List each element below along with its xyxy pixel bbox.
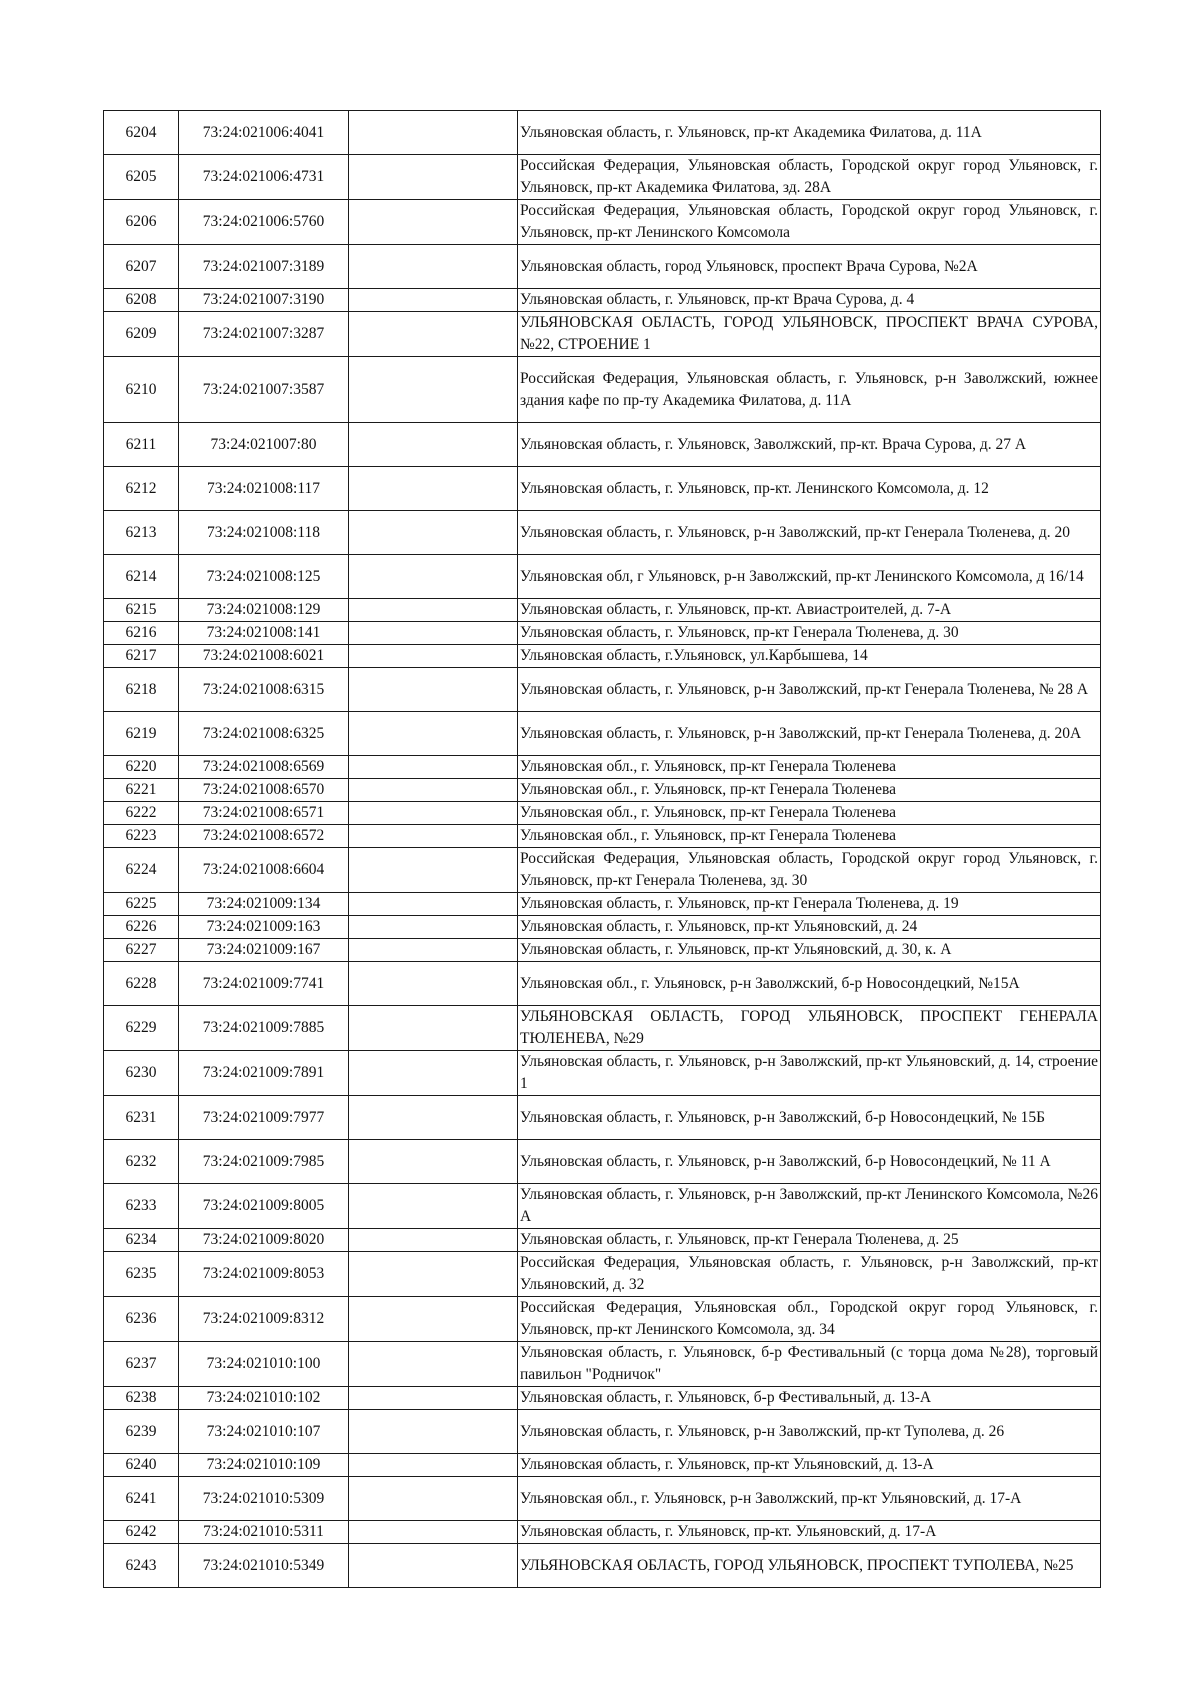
cadastral-number-cell: 73:24:021006:5760 <box>179 200 349 245</box>
empty-cell <box>349 312 518 357</box>
address-cell: Ульяновская область, г. Ульяновск, б-р Фестивальный (с торца дома №28), торговый павильон "Родничок" <box>518 1342 1101 1387</box>
empty-cell <box>349 511 518 555</box>
row-number-cell: 6228 <box>104 962 179 1006</box>
cadastral-number-cell: 73:24:021006:4731 <box>179 155 349 200</box>
row-number-cell: 6218 <box>104 668 179 712</box>
cadastral-number-cell: 73:24:021008:118 <box>179 511 349 555</box>
cadastral-number-cell: 73:24:021008:141 <box>179 622 349 645</box>
cadastral-number-cell: 73:24:021010:5309 <box>179 1477 349 1521</box>
address-cell: Ульяновская область, г. Ульяновск, р-н Заволжский, пр-кт Ленинского Комсомола, №26 А <box>518 1184 1101 1229</box>
cadastral-number-cell: 73:24:021009:8312 <box>179 1297 349 1342</box>
cadastral-number-cell: 73:24:021006:4041 <box>179 111 349 155</box>
row-number-cell: 6233 <box>104 1184 179 1229</box>
row-number-cell: 6221 <box>104 779 179 802</box>
cadastral-number-cell: 73:24:021008:6315 <box>179 668 349 712</box>
cadastral-number-cell: 73:24:021008:6325 <box>179 712 349 756</box>
address-cell: УЛЬЯНОВСКАЯ ОБЛАСТЬ, ГОРОД УЛЬЯНОВСК, ПРОСПЕКТ ТУПОЛЕВА, №25 <box>518 1544 1101 1588</box>
table-row <box>104 1051 1101 1096</box>
cadastral-number-cell: 73:24:021010:102 <box>179 1387 349 1410</box>
cadastral-number-cell: 73:24:021008:117 <box>179 467 349 511</box>
row-number-cell: 6210 <box>104 357 179 423</box>
address-cell: Российская Федерация, Ульяновская область, Городской округ город Ульяновск, г. Ульяновск, пр-кт Ленинского Комсомола <box>518 200 1101 245</box>
empty-cell <box>349 423 518 467</box>
row-number-cell: 6241 <box>104 1477 179 1521</box>
cadastral-number-cell: 73:24:021008:6021 <box>179 645 349 668</box>
address-cell: Ульяновская обл., г. Ульяновск, пр-кт Генерала Тюленева <box>518 802 1101 825</box>
table-row <box>104 1387 1101 1410</box>
row-number-cell: 6229 <box>104 1006 179 1051</box>
row-number-cell: 6219 <box>104 712 179 756</box>
empty-cell <box>349 1454 518 1477</box>
empty-cell <box>349 825 518 848</box>
row-number-cell: 6215 <box>104 599 179 622</box>
cadastral-number-cell: 73:24:021010:107 <box>179 1410 349 1454</box>
empty-cell <box>349 1006 518 1051</box>
cadastral-number-cell: 73:24:021008:125 <box>179 555 349 599</box>
address-cell: Ульяновская область, г. Ульяновск, пр-кт Ульяновский, д. 24 <box>518 916 1101 939</box>
row-number-cell: 6204 <box>104 111 179 155</box>
table-row <box>104 555 1101 599</box>
address-cell: Ульяновская область, г. Ульяновск, р-н Заволжский, б-р Новосондецкий, № 11 А <box>518 1140 1101 1184</box>
table-row <box>104 599 1101 622</box>
table-row <box>104 1342 1101 1387</box>
table-row <box>104 1544 1101 1588</box>
address-cell: Ульяновская область, г. Ульяновск, р-н Заволжский, пр-кт Туполева, д. 26 <box>518 1410 1101 1454</box>
cadastral-number-cell: 73:24:021007:80 <box>179 423 349 467</box>
table-row <box>104 1410 1101 1454</box>
cadastral-number-cell: 73:24:021009:167 <box>179 939 349 962</box>
table-row <box>104 155 1101 200</box>
address-cell: УЛЬЯНОВСКАЯ ОБЛАСТЬ, ГОРОД УЛЬЯНОВСК, ПРОСПЕКТ ВРАЧА СУРОВА, №22, СТРОЕНИЕ 1 <box>518 312 1101 357</box>
table-row <box>104 645 1101 668</box>
empty-cell <box>349 467 518 511</box>
row-number-cell: 6239 <box>104 1410 179 1454</box>
row-number-cell: 6235 <box>104 1252 179 1297</box>
address-cell: Ульяновская обл., г. Ульяновск, р-н Заволжский, пр-кт Ульяновский, д. 17-А <box>518 1477 1101 1521</box>
table-row <box>104 289 1101 312</box>
empty-cell <box>349 916 518 939</box>
empty-cell <box>349 645 518 668</box>
cadastral-number-cell: 73:24:021009:8053 <box>179 1252 349 1297</box>
address-cell: Ульяновская область, город Ульяновск, проспект Врача Сурова, №2А <box>518 245 1101 289</box>
address-cell: Ульяновская обл., г. Ульяновск, пр-кт Генерала Тюленева <box>518 779 1101 802</box>
table-row <box>104 622 1101 645</box>
cadastral-number-cell: 73:24:021007:3190 <box>179 289 349 312</box>
empty-cell <box>349 1051 518 1096</box>
address-cell: Российская Федерация, Ульяновская область, г. Ульяновск, р-н Заволжский, пр-кт Ульяновский, д. 32 <box>518 1252 1101 1297</box>
row-number-cell: 6232 <box>104 1140 179 1184</box>
address-cell: Ульяновская обл, г Ульяновск, р-н Заволжский, пр-кт Ленинского Комсомола, д 16/14 <box>518 555 1101 599</box>
table-row <box>104 756 1101 779</box>
cadastral-number-cell: 73:24:021009:7885 <box>179 1006 349 1051</box>
address-cell: Ульяновская область, г. Ульяновск, Заволжский, пр-кт. Врача Сурова, д. 27 А <box>518 423 1101 467</box>
row-number-cell: 6208 <box>104 289 179 312</box>
table-row <box>104 916 1101 939</box>
table-row <box>104 779 1101 802</box>
cadastral-number-cell: 73:24:021009:7891 <box>179 1051 349 1096</box>
address-cell: Российская Федерация, Ульяновская область, г. Ульяновск, р-н Заволжский, южнее здания кафе по пр-ту Академика Филатова, д. 11А <box>518 357 1101 423</box>
table-row <box>104 1521 1101 1544</box>
empty-cell <box>349 1140 518 1184</box>
table-row <box>104 111 1101 155</box>
address-cell: Российская Федерация, Ульяновская область, Городской округ город Ульяновск, г. Ульяновск, пр-кт Академика Филатова, зд. 28А <box>518 155 1101 200</box>
row-number-cell: 6242 <box>104 1521 179 1544</box>
empty-cell <box>349 622 518 645</box>
empty-cell <box>349 1184 518 1229</box>
row-number-cell: 6214 <box>104 555 179 599</box>
table-row <box>104 467 1101 511</box>
row-number-cell: 6223 <box>104 825 179 848</box>
row-number-cell: 6243 <box>104 1544 179 1588</box>
table-row <box>104 893 1101 916</box>
empty-cell <box>349 779 518 802</box>
table-row <box>104 668 1101 712</box>
table-row <box>104 1297 1101 1342</box>
table-row <box>104 200 1101 245</box>
address-cell: Ульяновская область, г.Ульяновск, ул.Карбышева, 14 <box>518 645 1101 668</box>
address-cell: Ульяновская обл., г. Ульяновск, пр-кт Генерала Тюленева <box>518 825 1101 848</box>
table-row <box>104 357 1101 423</box>
row-number-cell: 6227 <box>104 939 179 962</box>
empty-cell <box>349 555 518 599</box>
address-cell: Ульяновская область, г. Ульяновск, б-р Фестивальный, д. 13-А <box>518 1387 1101 1410</box>
row-number-cell: 6225 <box>104 893 179 916</box>
table-row <box>104 962 1101 1006</box>
cadastral-number-cell: 73:24:021009:7977 <box>179 1096 349 1140</box>
row-number-cell: 6212 <box>104 467 179 511</box>
table-row <box>104 848 1101 893</box>
cadastral-number-cell: 73:24:021007:3287 <box>179 312 349 357</box>
empty-cell <box>349 1544 518 1588</box>
address-cell: Ульяновская область, г. Ульяновск, р-н Заволжский, пр-кт Ульяновский, д. 14, строение 1 <box>518 1051 1101 1096</box>
empty-cell <box>349 155 518 200</box>
table-row <box>104 802 1101 825</box>
cadastral-number-cell: 73:24:021010:5349 <box>179 1544 349 1588</box>
table-row <box>104 1477 1101 1521</box>
empty-cell <box>349 1229 518 1252</box>
empty-cell <box>349 668 518 712</box>
empty-cell <box>349 289 518 312</box>
table-row <box>104 1006 1101 1051</box>
registry-table-body <box>104 111 1101 1588</box>
address-cell: Ульяновская область, г. Ульяновск, пр-кт. Ленинского Комсомола, д. 12 <box>518 467 1101 511</box>
table-row <box>104 1229 1101 1252</box>
row-number-cell: 6230 <box>104 1051 179 1096</box>
empty-cell <box>349 802 518 825</box>
empty-cell <box>349 939 518 962</box>
row-number-cell: 6234 <box>104 1229 179 1252</box>
row-number-cell: 6222 <box>104 802 179 825</box>
address-cell: Ульяновская область, г. Ульяновск, р-н Заволжский, пр-кт Генерала Тюленева, № 28 А <box>518 668 1101 712</box>
empty-cell <box>349 1387 518 1410</box>
row-number-cell: 6236 <box>104 1297 179 1342</box>
cadastral-number-cell: 73:24:021009:8020 <box>179 1229 349 1252</box>
address-cell: Ульяновская обл., г. Ульяновск, пр-кт Генерала Тюленева <box>518 756 1101 779</box>
empty-cell <box>349 1410 518 1454</box>
row-number-cell: 6226 <box>104 916 179 939</box>
document-page <box>103 110 1100 1588</box>
table-row <box>104 1252 1101 1297</box>
cadastral-number-cell: 73:24:021008:6569 <box>179 756 349 779</box>
address-cell: Российская Федерация, Ульяновская область, Городской округ город Ульяновск, г. Ульяновск, пр-кт Генерала Тюленева, зд. 30 <box>518 848 1101 893</box>
cadastral-number-cell: 73:24:021007:3587 <box>179 357 349 423</box>
empty-cell <box>349 712 518 756</box>
table-row <box>104 423 1101 467</box>
address-cell: Ульяновская область, г. Ульяновск, пр-кт Генерала Тюленева, д. 30 <box>518 622 1101 645</box>
row-number-cell: 6240 <box>104 1454 179 1477</box>
address-cell: УЛЬЯНОВСКАЯ ОБЛАСТЬ, ГОРОД УЛЬЯНОВСК, ПРОСПЕКТ ГЕНЕРАЛА ТЮЛЕНЕВА, №29 <box>518 1006 1101 1051</box>
cadastral-number-cell: 73:24:021010:109 <box>179 1454 349 1477</box>
cadastral-number-cell: 73:24:021008:6571 <box>179 802 349 825</box>
address-cell: Российская Федерация, Ульяновская обл., Городской округ город Ульяновск, г. Ульяновск, пр-кт Ленинского Комсомола, зд. 34 <box>518 1297 1101 1342</box>
empty-cell <box>349 756 518 779</box>
row-number-cell: 6211 <box>104 423 179 467</box>
address-cell: Ульяновская область, г. Ульяновск, пр-кт. Авиастроителей, д. 7-А <box>518 599 1101 622</box>
row-number-cell: 6213 <box>104 511 179 555</box>
empty-cell <box>349 1342 518 1387</box>
row-number-cell: 6206 <box>104 200 179 245</box>
empty-cell <box>349 200 518 245</box>
address-cell: Ульяновская область, г. Ульяновск, пр-кт Академика Филатова, д. 11А <box>518 111 1101 155</box>
table-row <box>104 1096 1101 1140</box>
cadastral-number-cell: 73:24:021008:6604 <box>179 848 349 893</box>
cadastral-number-cell: 73:24:021008:129 <box>179 599 349 622</box>
cadastral-number-cell: 73:24:021009:134 <box>179 893 349 916</box>
table-row <box>104 511 1101 555</box>
address-cell: Ульяновская область, г. Ульяновск, пр-кт Врача Сурова, д. 4 <box>518 289 1101 312</box>
cadastral-number-cell: 73:24:021007:3189 <box>179 245 349 289</box>
table-row <box>104 825 1101 848</box>
row-number-cell: 6220 <box>104 756 179 779</box>
table-row <box>104 1454 1101 1477</box>
row-number-cell: 6207 <box>104 245 179 289</box>
row-number-cell: 6224 <box>104 848 179 893</box>
row-number-cell: 6209 <box>104 312 179 357</box>
empty-cell <box>349 1297 518 1342</box>
table-row <box>104 312 1101 357</box>
address-cell: Ульяновская область, г. Ульяновск, пр-кт Ульяновский, д. 13-А <box>518 1454 1101 1477</box>
cadastral-number-cell: 73:24:021008:6570 <box>179 779 349 802</box>
empty-cell <box>349 599 518 622</box>
empty-cell <box>349 1252 518 1297</box>
table-row <box>104 1184 1101 1229</box>
cadastral-number-cell: 73:24:021009:7985 <box>179 1140 349 1184</box>
row-number-cell: 6231 <box>104 1096 179 1140</box>
empty-cell <box>349 1521 518 1544</box>
empty-cell <box>349 848 518 893</box>
cadastral-number-cell: 73:24:021009:163 <box>179 916 349 939</box>
cadastral-number-cell: 73:24:021009:7741 <box>179 962 349 1006</box>
empty-cell <box>349 962 518 1006</box>
address-cell: Ульяновская область, г. Ульяновск, пр-кт. Ульяновский, д. 17-А <box>518 1521 1101 1544</box>
registry-table <box>103 110 1101 1588</box>
address-cell: Ульяновская область, г. Ульяновск, р-н Заволжский, пр-кт Генерала Тюленева, д. 20 <box>518 511 1101 555</box>
address-cell: Ульяновская область, г. Ульяновск, р-н Заволжский, б-р Новосондецкий, № 15Б <box>518 1096 1101 1140</box>
address-cell: Ульяновская область, г. Ульяновск, пр-кт Генерала Тюленева, д. 19 <box>518 893 1101 916</box>
empty-cell <box>349 111 518 155</box>
cadastral-number-cell: 73:24:021008:6572 <box>179 825 349 848</box>
address-cell: Ульяновская область, г. Ульяновск, пр-кт Ульяновский, д. 30, к. А <box>518 939 1101 962</box>
table-row <box>104 245 1101 289</box>
cadastral-number-cell: 73:24:021010:100 <box>179 1342 349 1387</box>
address-cell: Ульяновская обл., г. Ульяновск, р-н Заволжский, б-р Новосондецкий, №15А <box>518 962 1101 1006</box>
cadastral-number-cell: 73:24:021009:8005 <box>179 1184 349 1229</box>
row-number-cell: 6216 <box>104 622 179 645</box>
cadastral-number-cell: 73:24:021010:5311 <box>179 1521 349 1544</box>
row-number-cell: 6205 <box>104 155 179 200</box>
empty-cell <box>349 893 518 916</box>
table-row <box>104 939 1101 962</box>
row-number-cell: 6237 <box>104 1342 179 1387</box>
empty-cell <box>349 357 518 423</box>
empty-cell <box>349 1096 518 1140</box>
empty-cell <box>349 245 518 289</box>
table-row <box>104 712 1101 756</box>
empty-cell <box>349 1477 518 1521</box>
row-number-cell: 6238 <box>104 1387 179 1410</box>
address-cell: Ульяновская область, г. Ульяновск, пр-кт Генерала Тюленева, д. 25 <box>518 1229 1101 1252</box>
address-cell: Ульяновская область, г. Ульяновск, р-н Заволжский, пр-кт Генерала Тюленева, д. 20А <box>518 712 1101 756</box>
table-row <box>104 1140 1101 1184</box>
row-number-cell: 6217 <box>104 645 179 668</box>
